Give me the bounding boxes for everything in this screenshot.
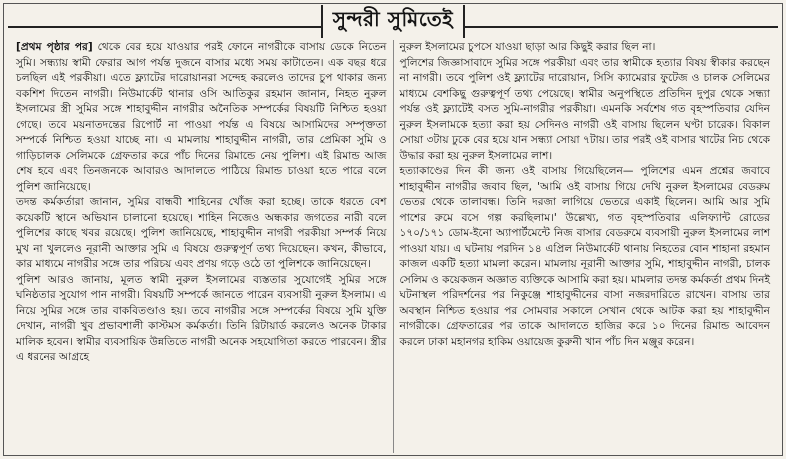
paragraph	[16, 40, 387, 195]
paragraph: পুলিশ আরও জানায়, মূলত স্বামী নুরুল ইসলামের ব্যস্ততার সুযোগেই সুমির সঙ্গে ঘনিষ্ঠতার সুযোগ পান নাগরী। বিষয়টি সম্পর্কে জানতে পারেন ব্যবসায়ী নুরুল ইসলাম। এ নিয়ে সুমির সঙ্গে তার বাকবিতণ্ডাও হয়। তবে নাগরীর সঙ্গে সম্পর্কের বিষয়ে সুমি যুক্তি দেখান, নাগরী খুব প্রভাবশালী কাস্টমস কর্মকর্তা। তিনি রিটায়ার্ড করলেও অনেক টাকার মালিক হবেন। স্বামীর ব্যবসায়িক উন্নতিতে নাগরী অনেক সহযোগিতা করতে পারবেন। স্ত্রীর এ ধরনের আগ্রহে	[16, 273, 387, 363]
paragraph: পুলিশের জিজ্ঞাসাবাদে সুমির সঙ্গে পরকীয়া এবং তার স্বামীকে হত্যার বিষয় স্বীকার করছেন না নাগরী। তবে পুলিশ ওই ফ্ল্যাটের দারোয়ান, সিসি ক্যামেরার ফুটেজ ও চালক সেলিমের মাধ্যমে বেশকিছু গুরুত্বপূর্ণ তথ্য পেয়েছে। স্বামীর অনুপস্থিতে প্রতিদিন দুপুর থেকে সন্ধ্যা পর্যন্ত ওই ফ্ল্যাটেই বসত সুমি-নাগরীর পরকীয়া। এমনকি সর্বশেষ গত বৃহস্পতিবার যেদিন নুরুল ইসলামকে হত্যা করা হয় সেদিনও নাগরী ওই বাসায় ছিলেন ঘণ্টা চারেক। বিকাল সোয়া ৩টায় ঢুকে বের হয়ে যান সন্ধ্যা সোয়া ৭টায়। তার পরই ওই বাসার খাটের নিচ থেকে উদ্ধার করা হয় নুরুল ইসলামের লাশ।	[399, 56, 770, 162]
paragraph-text: থেকে বের হয়ে যাওয়ার পরই ফোনে নাগরীকে বাসায় ডেকে নিতেন সুমি। সন্ধ্যায় স্বামী ফেরার আগ পর্যন্ত দুজনে বাসার মধ্যে সময় কাটাতেন। এক বছর ধরে চলছিল এই পরকীয়া। এতে ফ্ল্যাটের দারোয়ানরা সন্দেহ করলেও তাদের চুপ থাকার জন্য বকশিশ দিতেন নাগরী। নিউমার্কেট থানার ওসি আতিকুর রহমান জানান, নিহত নুরুল ইসলামের স্ত্রী সুমির সঙ্গে শাহাবুদ্দীন নাগরীর অনৈতিক সম্পর্কের বিষয়টি নিশ্চিত হওয়া গেছে। তবে ময়নাতদন্তের রিপোর্ট না পাওয়া পর্যন্ত এ বিষয়ে আসামিদের সম্পৃক্ততা সম্পর্কে নিশ্চিত হওয়া যাচ্ছে না। এ মামলায় শাহাবুদ্দীন নাগরী, তার প্রেমিকা সুমি ও গাড়িচালক সেলিমকে গ্রেফতার করে পাঁচ দিনের রিমান্ডে নেয় পুলিশ। এই রিমান্ড আজ শেষ হবে এবং তিনজনকে আবারও আদালতে পাঠিয়ে রিমান্ড চাওয়া হতে পারে বলে পুলিশ জানিয়েছে।	[16, 41, 387, 193]
article-body	[10, 40, 776, 453]
paragraph: তদন্ত কর্মকর্তারা জানান, সুমির বান্ধবী শাহিনের খোঁজ করা হচ্ছে। তাকে ধরতে বেশ কয়েকটি স্থানে অভিযান চালানো হয়েছে। শাহিন নিজেও অন্ধকার জগতের নারী বলে পুলিশের কাছে খবর রয়েছে। পুলিশ জানিয়েছে, শাহাবুদ্দীন নাগরী পরকীয়া সম্পর্ক নিয়ে মুখ না খুললেও নূরানী আক্তার সুমি এ বিষয়ে গুরুত্বপূর্ণ তথ্য দিয়েছেন। কখন, কীভাবে, কার মাধ্যমে নাগরীর সঙ্গে তার পরিচয় এবং প্রণয় গড়ে ওঠে তা পুলিশকে জানিয়েছেন।	[16, 196, 387, 270]
right-column	[393, 40, 777, 453]
paragraph: নুরুল ইসলামের চুপসে যাওয়া ছাড়া আর কিছুই করার ছিল না।	[399, 41, 656, 53]
left-column	[10, 40, 393, 453]
paragraph: হত্যাকাণ্ডের দিন কী জন্য ওই বাসায় গিয়েছিলেন— পুলিশের এমন প্রশ্নের জবাবে শাহাবুদ্দীন নাগরীর জবাব ছিল, 'আমি ওই বাসায় গিয়ে দেখি নুরুল ইসলামের বেডরুম ভেতর থেকে তালাবন্ধ। তিনি দরজা লাগিয়ে ভেতরে একাই ছিলেন। আমি আর সুমি পাশের রুমে বসে গল্প করছিলাম।' উল্লেখ্য, গত বৃহস্পতিবার এলিফ্যান্ট রোডের ১৭০/১৭১ ডোম-ইনো অ্যাপার্টমেন্টে নিজ বাসার বেডরুমে ব্যবসায়ী নুরুল ইসলামের লাশ পাওয়া যায়। এ ঘটনায় পরদিন ১৪ এপ্রিল নিউমার্কেট থানায় নিহতের বোন শাহানা রহমান কাজল একটি হত্যা মামলা করেন। মামলায় নূরানী আক্তার সুমি, শাহাবুদ্দীন নাগরী, চালক সেলিম ও কয়েকজন অজ্ঞাত ব্যক্তিকে আসামি করা হয়। মামলার তদন্ত কর্মকর্তা প্রথম দিনই ঘটনাস্থল পরিদর্শনের পর নিকুঞ্জে শাহাবুদ্দীনের বাসা নজরদারিতে রাখেন। বাসায় তার অবস্থান নিশ্চিত হওয়ার পর সোমবার সকালে সেখান থেকে আটক করা হয় শাহাবুদ্দীন নাগরীকে। গ্রেফতারের পর তাকে আদালতে হাজির করে ১০ দিনের রিমান্ড আবেদন করলে ঢাকা মহানগর হাকিম ওয়ায়েজ কুরুনী খান পাঁচ দিন মঞ্জুর করেন।	[399, 165, 770, 348]
headline-box	[0, 4, 786, 38]
headline: সুন্দরী সুমিতেই	[321, 5, 465, 38]
continuation-kicker: [প্রথম পৃষ্ঠার পর]	[16, 41, 93, 53]
